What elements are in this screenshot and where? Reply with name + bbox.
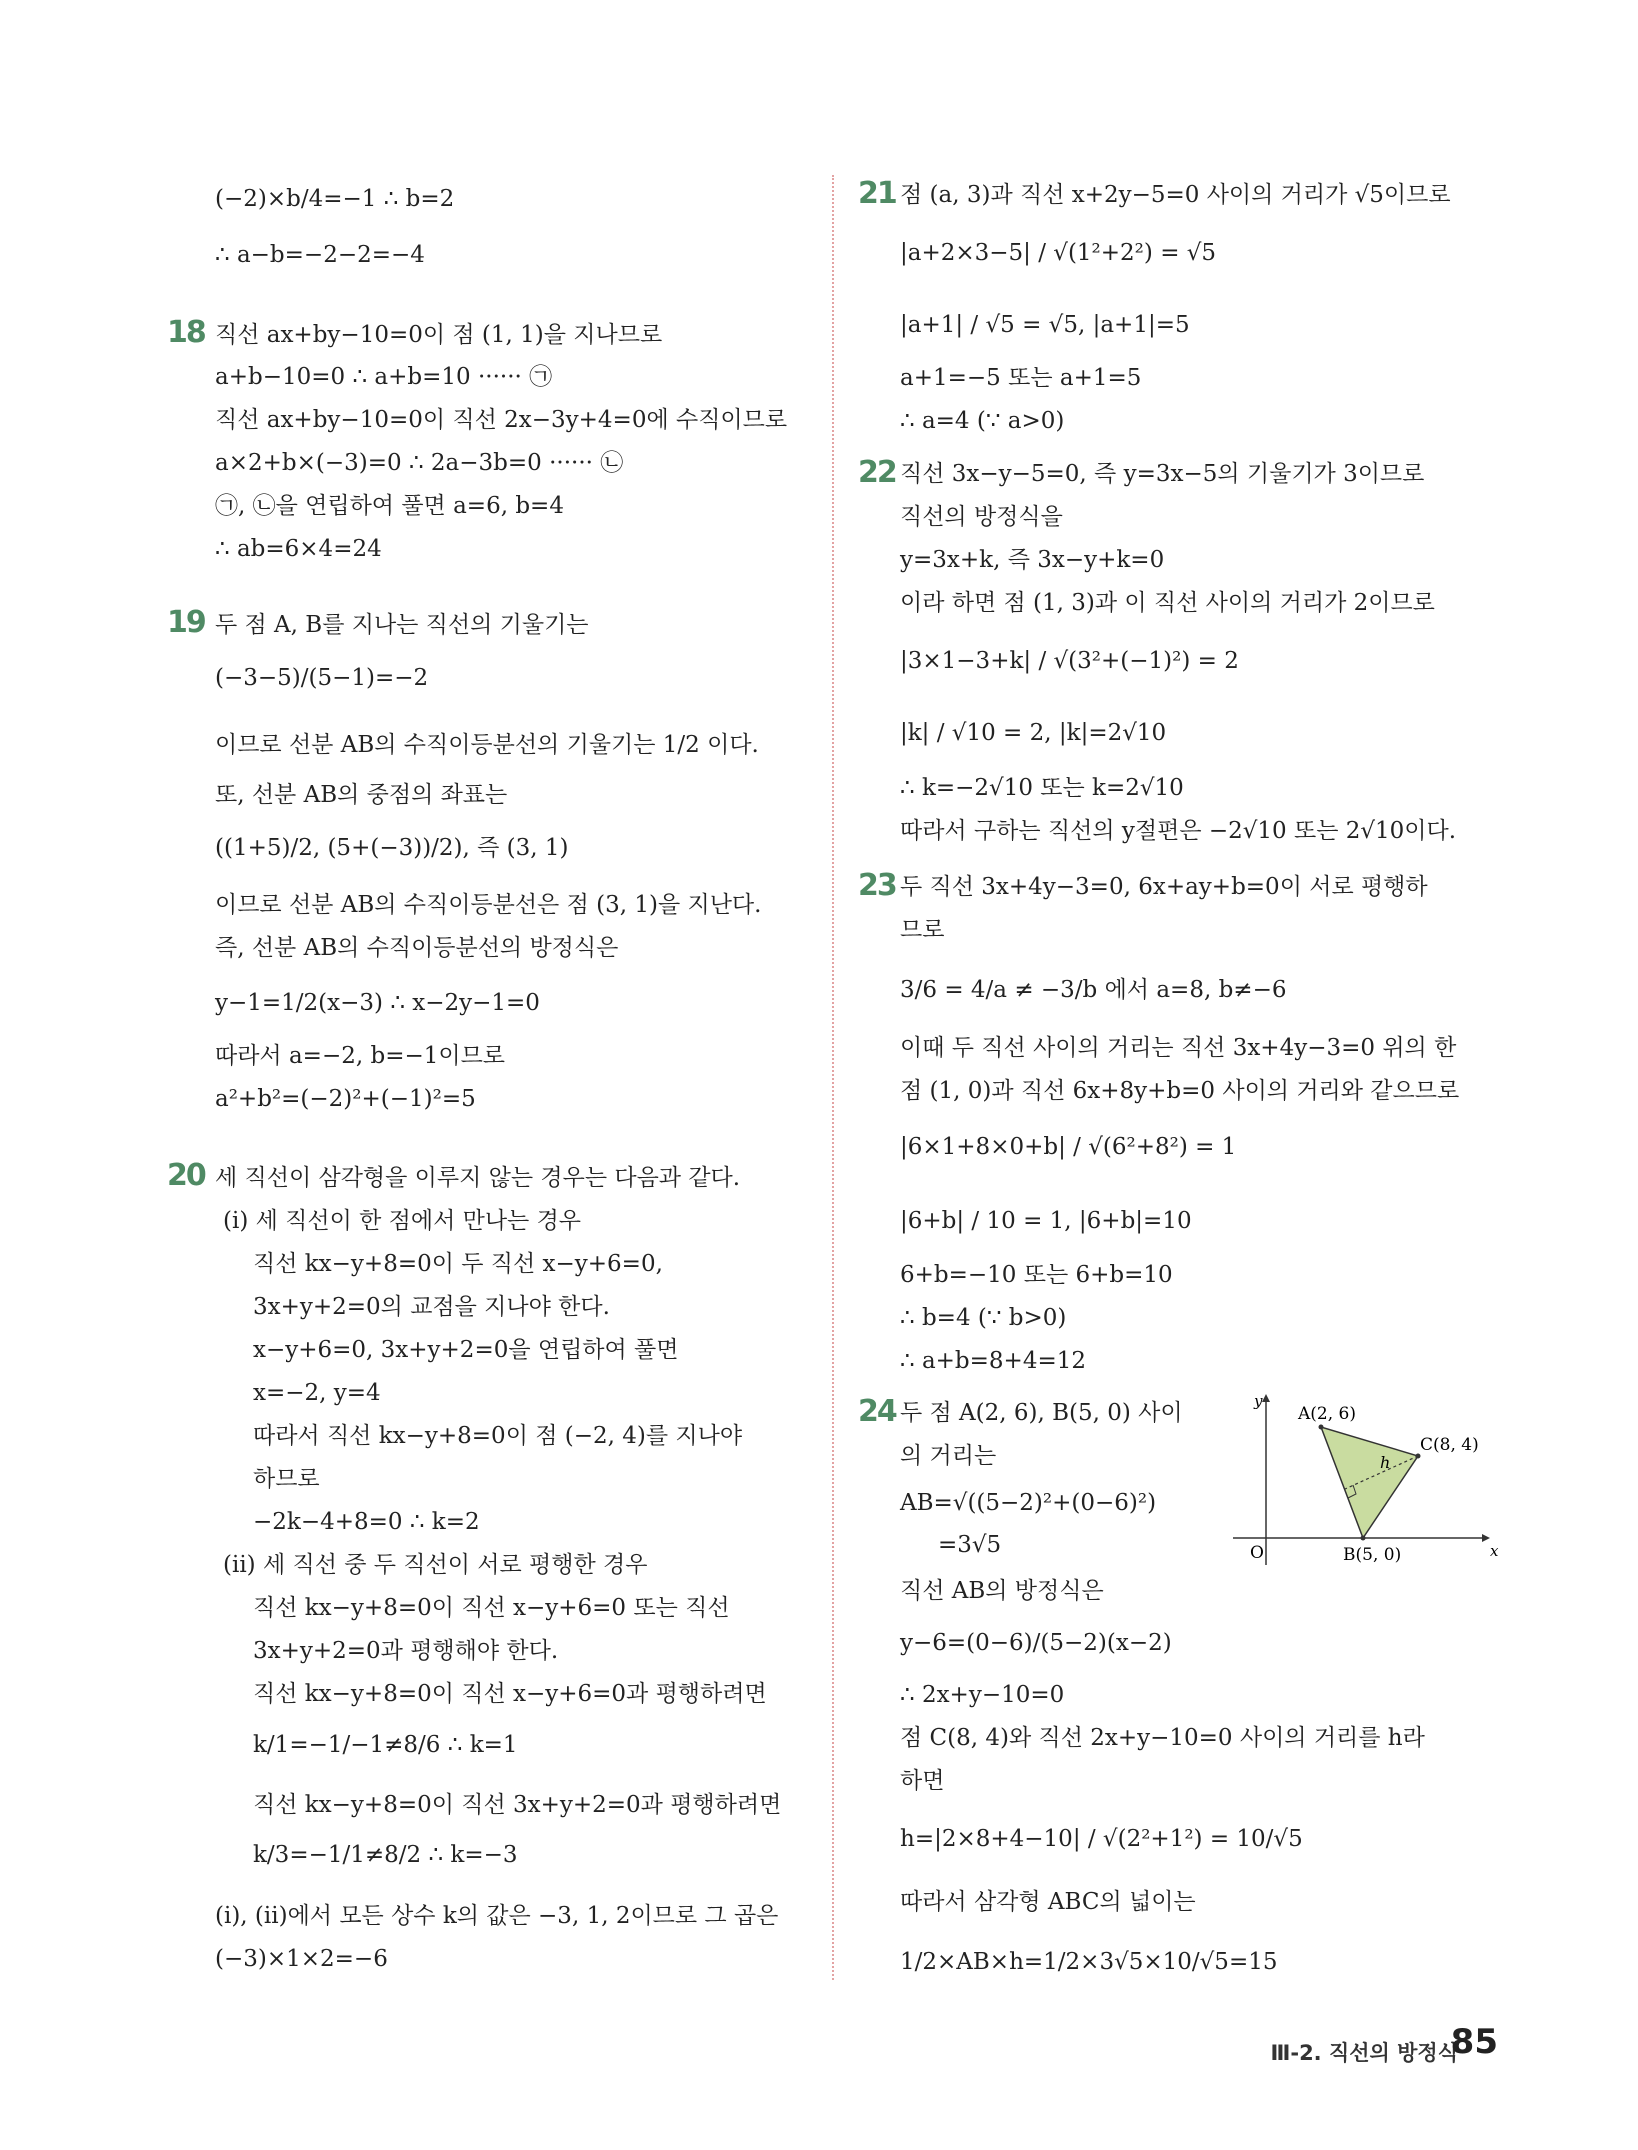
y-axis-arrow bbox=[1262, 1394, 1270, 1402]
p24-line: h=|2×8+4−10| / √(2²+1²) = 10/√5 bbox=[900, 1826, 1303, 1852]
p20-line: 직선 kx−y+8=0이 직선 x−y+6=0과 평행하려면 bbox=[253, 1681, 767, 1707]
p21-line: ∴ a=4 (∵ a>0) bbox=[900, 408, 1065, 434]
p22-line: |3×1−3+k| / √(3²+(−1)²) = 2 bbox=[900, 648, 1239, 674]
p19-line: 즉, 선분 AB의 수직이등분선의 방정식은 bbox=[215, 935, 619, 961]
line-17-cont-1: (−2)×b/4=−1 ∴ b=2 bbox=[215, 186, 455, 212]
p20-line: k/1=−1/−1≠8/6 ∴ k=1 bbox=[253, 1732, 518, 1758]
p24-line: 점 C(8, 4)와 직선 2x+y−10=0 사이의 거리를 h라 bbox=[900, 1725, 1425, 1751]
point-c-label: C(8, 4) bbox=[1420, 1435, 1479, 1455]
p19-line: 따라서 a=−2, b=−1이므로 bbox=[215, 1043, 506, 1069]
p19-line: a²+b²=(−2)²+(−1)²=5 bbox=[215, 1086, 476, 1112]
p19-line: 이므로 선분 AB의 수직이등분선의 기울기는 1/2 이다. bbox=[215, 732, 759, 758]
column-divider bbox=[832, 175, 834, 1980]
p23-line: |6+b| / 10 = 1, |6+b|=10 bbox=[900, 1208, 1192, 1234]
p21-line: a+1=−5 또는 a+1=5 bbox=[900, 365, 1142, 391]
p21-line: 점 (a, 3)과 직선 x+2y−5=0 사이의 거리가 √5이므로 bbox=[900, 182, 1451, 208]
p20-line: k/3=−1/1≠8/2 ∴ k=−3 bbox=[253, 1842, 518, 1868]
p20-line: 직선 kx−y+8=0이 직선 3x+y+2=0과 평행하려면 bbox=[253, 1792, 782, 1818]
x-axis-label: x bbox=[1490, 1542, 1499, 1560]
problem-19-number: 19 bbox=[167, 605, 205, 640]
p22-line: 직선 3x−y−5=0, 즉 y=3x−5의 기울기가 3이므로 bbox=[900, 461, 1425, 487]
p22-line: ∴ k=−2√10 또는 k=2√10 bbox=[900, 775, 1184, 801]
p24-line: 1/2×AB×h=1/2×3√5×10/√5=15 bbox=[900, 1949, 1278, 1975]
p24-line: 따라서 삼각형 ABC의 넓이는 bbox=[900, 1889, 1196, 1915]
p19-line: ((1+5)/2, (5+(−3))/2), 즉 (3, 1) bbox=[215, 835, 569, 861]
p20-line: 세 직선이 삼각형을 이루지 않는 경우는 다음과 같다. bbox=[215, 1165, 741, 1191]
p24-line: y−6=(0−6)/(5−2)(x−2) bbox=[900, 1630, 1172, 1656]
p19-line: y−1=1/2(x−3) ∴ x−2y−1=0 bbox=[215, 990, 540, 1016]
point-b-label: B(5, 0) bbox=[1343, 1545, 1402, 1565]
p19-line: 이므로 선분 AB의 수직이등분선은 점 (3, 1)을 지난다. bbox=[215, 892, 762, 918]
p18-line: ∴ ab=6×4=24 bbox=[215, 536, 382, 562]
triangle-abc bbox=[1321, 1427, 1418, 1538]
p22-line: |k| / √10 = 2, |k|=2√10 bbox=[900, 720, 1167, 746]
problem-23-number: 23 bbox=[858, 868, 896, 903]
problem-21-number: 21 bbox=[858, 176, 896, 211]
p24-line: 두 점 A(2, 6), B(5, 0) 사이 bbox=[900, 1400, 1183, 1426]
problem-20-number: 20 bbox=[167, 1158, 205, 1193]
p20-line: x=−2, y=4 bbox=[253, 1380, 381, 1406]
p21-line: |a+2×3−5| / √(1²+2²) = √5 bbox=[900, 240, 1217, 266]
p20-line: (−3)×1×2=−6 bbox=[215, 1946, 388, 1972]
p18-line: ㉠, ㉡을 연립하여 풀면 a=6, b=4 bbox=[215, 493, 564, 519]
x-axis-arrow bbox=[1482, 1534, 1490, 1542]
p24-line: ∴ 2x+y−10=0 bbox=[900, 1682, 1065, 1708]
section-footer: Ⅲ-2. 직선의 방정식 bbox=[1270, 2041, 1458, 2065]
p22-line: y=3x+k, 즉 3x−y+k=0 bbox=[900, 547, 1165, 573]
p19-line: 또, 선분 AB의 중점의 좌표는 bbox=[215, 782, 508, 808]
p23-line: 두 직선 3x+4y−3=0, 6x+ay+b=0이 서로 평행하 bbox=[900, 874, 1428, 900]
p20-line: 직선 kx−y+8=0이 직선 x−y+6=0 또는 직선 bbox=[253, 1595, 730, 1621]
problem-24-number: 24 bbox=[858, 1394, 896, 1429]
p24-line: 직선 AB의 방정식은 bbox=[900, 1578, 1104, 1604]
p20-line: −2k−4+8=0 ∴ k=2 bbox=[253, 1509, 480, 1535]
p20-line: (ii) 세 직선 중 두 직선이 서로 평행한 경우 bbox=[223, 1552, 648, 1578]
p20-line: 하므로 bbox=[253, 1466, 320, 1492]
p23-line: ∴ a+b=8+4=12 bbox=[900, 1348, 1086, 1374]
y-axis-label: y bbox=[1254, 1392, 1263, 1410]
p23-line: 3/6 = 4/a ≠ −3/b 에서 a=8, b≠−6 bbox=[900, 977, 1287, 1003]
p22-line: 따라서 구하는 직선의 y절편은 −2√10 또는 2√10이다. bbox=[900, 818, 1457, 844]
point-a bbox=[1319, 1425, 1324, 1430]
p18-line: 직선 ax+by−10=0이 점 (1, 1)을 지나므로 bbox=[215, 322, 663, 348]
p23-line: 므로 bbox=[900, 917, 945, 943]
p20-line: 따라서 직선 kx−y+8=0이 점 (−2, 4)를 지나야 bbox=[253, 1423, 743, 1449]
origin-label: O bbox=[1250, 1543, 1264, 1563]
p23-line: 이때 두 직선 사이의 거리는 직선 3x+4y−3=0 위의 한 bbox=[900, 1035, 1457, 1061]
point-a-label: A(2, 6) bbox=[1298, 1404, 1356, 1424]
p22-line: 직선의 방정식을 bbox=[900, 504, 1063, 530]
p24-line: AB=√((5−2)²+(0−6)²) bbox=[900, 1490, 1157, 1516]
p19-line: 두 점 A, B를 지나는 직선의 기울기는 bbox=[215, 612, 589, 638]
p19-line: (−3−5)/(5−1)=−2 bbox=[215, 665, 429, 691]
p21-line: |a+1| / √5 = √5, |a+1|=5 bbox=[900, 312, 1190, 338]
p23-line: ∴ b=4 (∵ b>0) bbox=[900, 1305, 1067, 1331]
p18-line: 직선 ax+by−10=0이 직선 2x−3y+4=0에 수직이므로 bbox=[215, 407, 788, 433]
p18-line: a+b−10=0 ∴ a+b=10 ······ ㉠ bbox=[215, 364, 553, 390]
p24-line: 의 거리는 bbox=[900, 1443, 997, 1469]
p23-line: 점 (1, 0)과 직선 6x+8y+b=0 사이의 거리와 같으므로 bbox=[900, 1078, 1460, 1104]
p20-line: 직선 kx−y+8=0이 두 직선 x−y+6=0, bbox=[253, 1251, 663, 1277]
p24-line: 하면 bbox=[900, 1768, 945, 1794]
p20-line: x−y+6=0, 3x+y+2=0을 연립하여 풀면 bbox=[253, 1337, 679, 1363]
triangle-figure bbox=[1228, 1390, 1508, 1570]
p20-line: (i) 세 직선이 한 점에서 만나는 경우 bbox=[223, 1208, 582, 1234]
p24-line: =3√5 bbox=[938, 1532, 1002, 1558]
problem-22-number: 22 bbox=[858, 455, 896, 490]
p18-line: a×2+b×(−3)=0 ∴ 2a−3b=0 ······ ㉡ bbox=[215, 450, 624, 476]
line-17-cont-2: ∴ a−b=−2−2=−4 bbox=[215, 242, 425, 268]
point-b bbox=[1361, 1536, 1366, 1541]
p20-line: 3x+y+2=0과 평행해야 한다. bbox=[253, 1638, 559, 1664]
p22-line: 이라 하면 점 (1, 3)과 이 직선 사이의 거리가 2이므로 bbox=[900, 590, 1435, 616]
p20-line: (i), (ii)에서 모든 상수 k의 값은 −3, 1, 2이므로 그 곱은 bbox=[215, 1903, 779, 1929]
problem-18-number: 18 bbox=[167, 315, 205, 350]
p20-line: 3x+y+2=0의 교점을 지나야 한다. bbox=[253, 1294, 610, 1320]
p23-line: |6×1+8×0+b| / √(6²+8²) = 1 bbox=[900, 1134, 1237, 1160]
p23-line: 6+b=−10 또는 6+b=10 bbox=[900, 1262, 1173, 1288]
height-label: h bbox=[1380, 1453, 1391, 1472]
page-number: 85 bbox=[1450, 2022, 1498, 2062]
